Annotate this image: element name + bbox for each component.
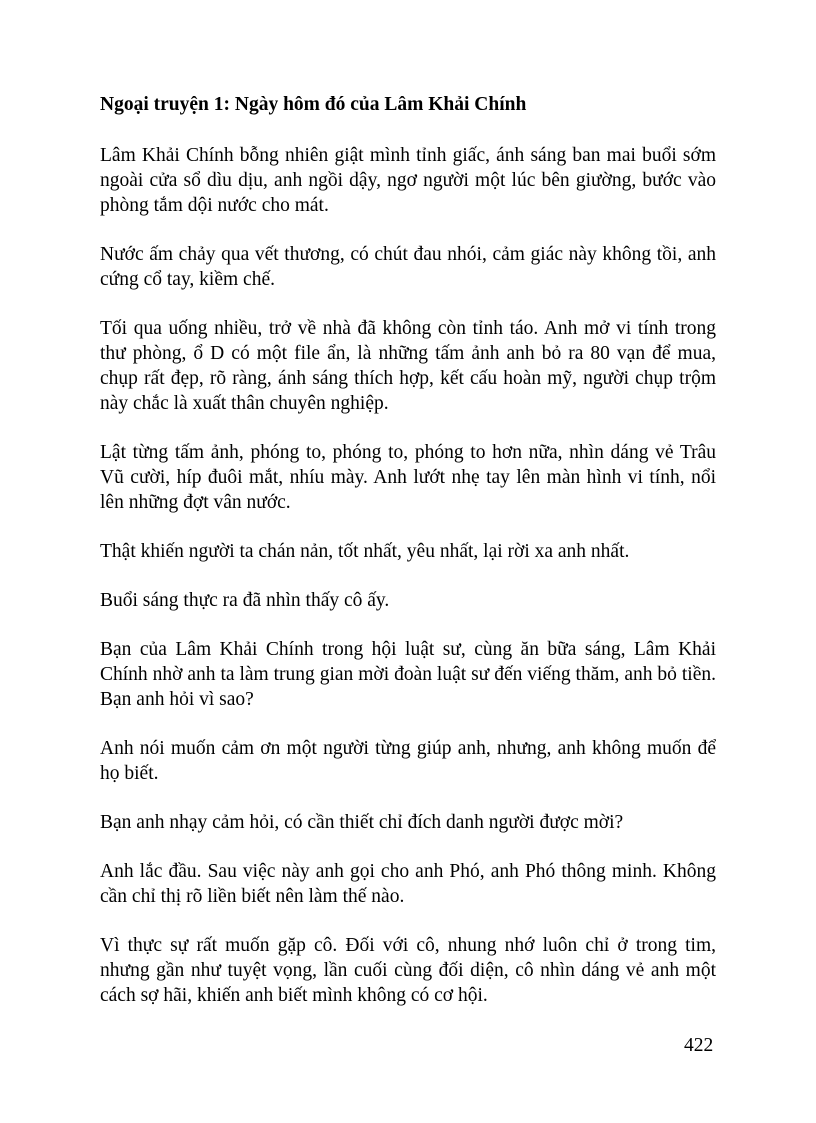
- chapter-title: Ngoại truyện 1: Ngày hôm đó của Lâm Khải Chính: [100, 94, 527, 115]
- paragraph: Nước ấm chảy qua vết thương, có chút đau nhói, cảm giác này không tồi, anh cứng cổ tay, kiềm chế.: [100, 244, 716, 290]
- paragraph: Lâm Khải Chính bỗng nhiên giật mình tỉnh giấc, ánh sáng ban mai buổi sớm ngoài cửa sổ dìu dịu, anh ngồi dậy, ngơ người một lúc bên giường, bước vào phòng tắm dội nước cho mát.: [100, 145, 716, 216]
- paragraph: Anh nói muốn cảm ơn một người từng giúp anh, nhưng, anh không muốn để họ biết.: [100, 738, 716, 784]
- page-number: 422: [684, 1035, 714, 1056]
- paragraph: Bạn anh nhạy cảm hỏi, có cần thiết chỉ đích danh người được mời?: [100, 812, 624, 833]
- paragraph: Lật từng tấm ảnh, phóng to, phóng to, phóng to hơn nữa, nhìn dáng vẻ Trâu Vũ cười, híp đuôi mắt, nhíu mày. Anh lướt nhẹ tay lên màn hình vi tính, nổi lên những đợt vân nước.: [100, 442, 716, 513]
- paragraph: Buổi sáng thực ra đã nhìn thấy cô ấy.: [100, 590, 390, 611]
- paragraph: Bạn của Lâm Khải Chính trong hội luật sư, cùng ăn bữa sáng, Lâm Khải Chính nhờ anh ta làm trung gian mời đoàn luật sư đến viếng thăm, anh bỏ tiền. Bạn anh hỏi vì sao?: [100, 639, 716, 710]
- page-body: [100, 92, 716, 1032]
- paragraph: Anh lắc đầu. Sau việc này anh gọi cho anh Phó, anh Phó thông minh. Không cần chỉ thị rõ liền biết nên làm thế nào.: [100, 861, 716, 907]
- paragraph: Tối qua uống nhiều, trở về nhà đã không còn tỉnh táo. Anh mở vi tính trong thư phòng, ổ D có một file ẩn, là những tấm ảnh anh bỏ ra 80 vạn để mua, chụp rất đẹp, rõ ràng, ánh sáng thích hợp, kết cấu hoàn mỹ, người chụp trộm này chắc là xuất thân chuyên nghiệp.: [100, 318, 716, 414]
- paragraph: Thật khiến người ta chán nản, tốt nhất, yêu nhất, lại rời xa anh nhất.: [100, 541, 630, 562]
- paragraph: Vì thực sự rất muốn gặp cô. Đối với cô, nhung nhớ luôn chỉ ở trong tim, nhưng gần như tuyệt vọng, lần cuối cùng đối diện, cô nhìn dáng vẻ anh một cách sợ hãi, khiến anh biết mình không có cơ hội.: [100, 935, 716, 1006]
